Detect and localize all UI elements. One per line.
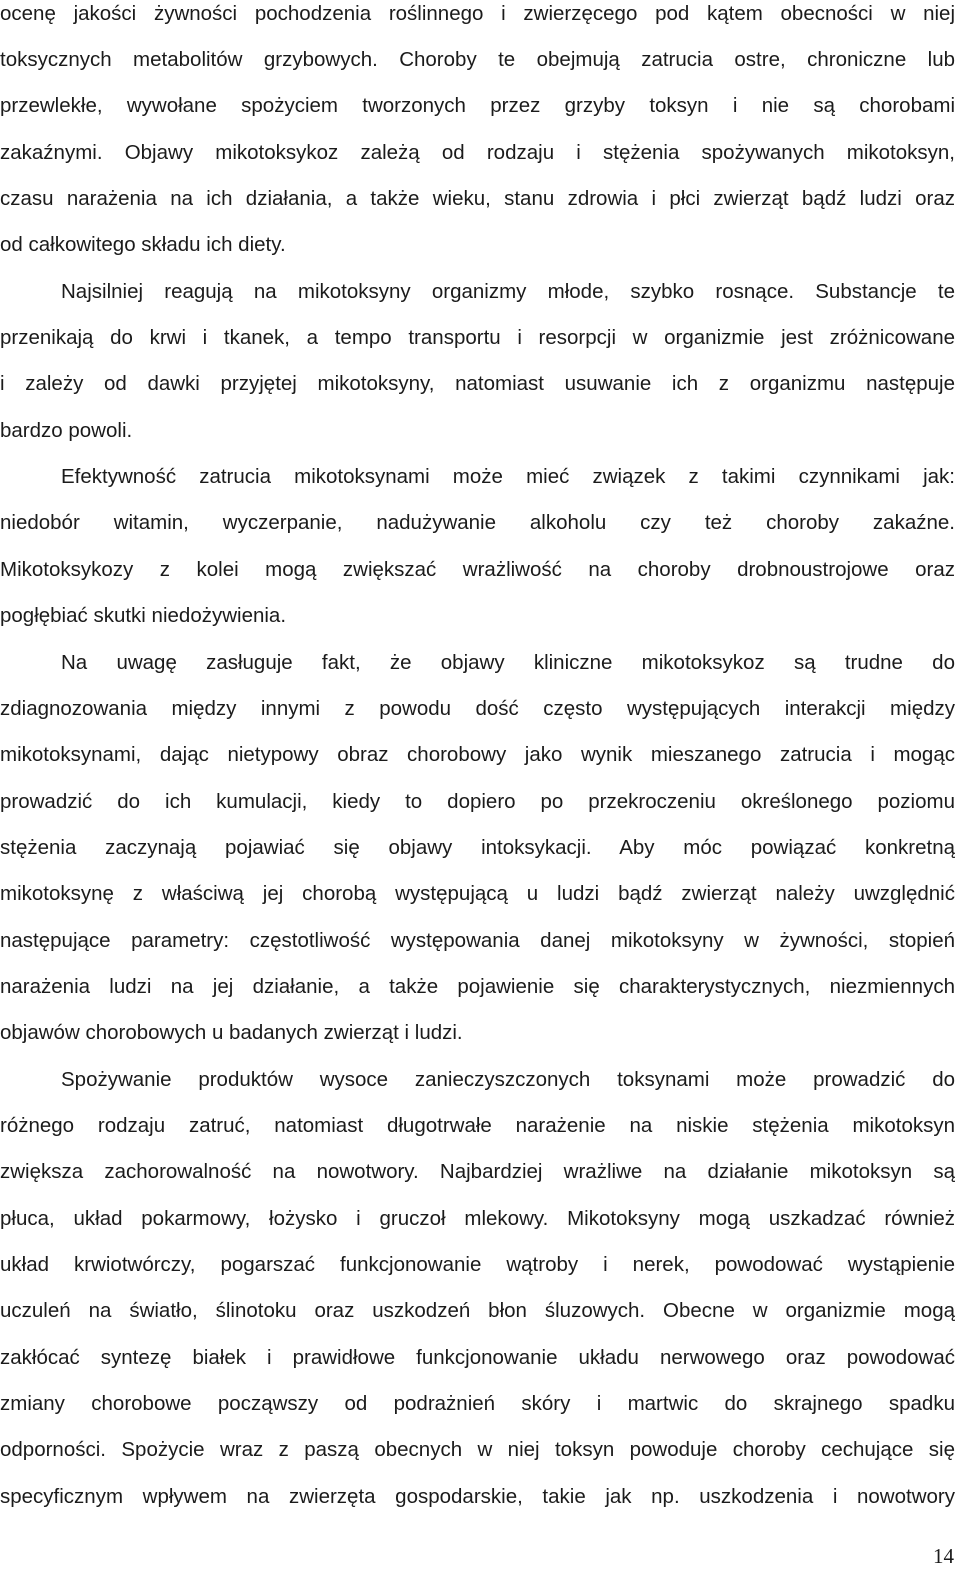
page-number: 14 (933, 1544, 954, 1568)
text-line: przewlekłe, wywołane spożyciem tworzonych przez grzyby toksyn i nie są chorobami (0, 94, 955, 117)
text-line: toksycznych metabolitów grzybowych. Choroby te obejmują zatrucia ostre, chroniczne lub (0, 48, 955, 71)
text-line: przenikają do krwi i tkanek, a tempo transportu i resorpcji w organizmie jest zróżnicowane (0, 326, 955, 349)
text-line: i zależy od dawki przyjętej mikotoksyny, natomiast usuwanie ich z organizmu następuje (0, 372, 955, 395)
text-line: zmiany chorobowe począwszy od podrażnień skóry i martwic do skrajnego spadku (0, 1392, 955, 1415)
text-line: bardzo powoli. (0, 419, 133, 442)
text-line: Efektywność zatrucia mikotoksynami może mieć związek z takimi czynnikami jak: (61, 465, 955, 488)
text-line: układ krwiotwórczy, pogarszać funkcjonowanie wątroby i nerek, powodować wystąpienie (0, 1253, 955, 1276)
text-line: Spożywanie produktów wysoce zanieczyszczonych toksynami może prowadzić do (61, 1068, 955, 1091)
text-line: następujące parametry: częstotliwość występowania danej mikotoksyny w żywności, stopień (0, 929, 955, 952)
text-line: mikotoksynę z właściwą jej chorobą występującą u ludzi bądź zwierząt należy uwzględnić (0, 882, 955, 905)
text-line: pogłębiać skutki niedożywienia. (0, 604, 287, 627)
text-line: czasu narażenia na ich działania, a także wieku, stanu zdrowia i płci zwierząt bądź ludzi oraz (0, 187, 955, 210)
text-line: mikotoksynami, dając nietypowy obraz chorobowy jako wynik mieszanego zatrucia i mogąc (0, 743, 955, 766)
text-line: stężenia zaczynają pojawiać się objawy intoksykacji. Aby móc powiązać konkretną (0, 836, 955, 859)
text-line: narażenia ludzi na jej działanie, a także pojawienie się charakterystycznych, niezmiennych (0, 975, 955, 998)
text-line: od całkowitego składu ich diety. (0, 233, 286, 256)
text-line: zdiagnozowania między innymi z powodu dość często występujących interakcji między (0, 697, 955, 720)
text-line: Na uwagę zasługuje fakt, że objawy kliniczne mikotoksykoz są trudne do (61, 651, 955, 674)
text-line: specyficznym wpływem na zwierzęta gospodarskie, takie jak np. uszkodzenia i nowotwory (0, 1485, 955, 1508)
text-line: odporności. Spożycie wraz z paszą obecnych w niej toksyn powoduje choroby cechujące się (0, 1438, 955, 1461)
text-line: płuca, układ pokarmowy, łożysko i gruczoł mlekowy. Mikotoksyny mogą uszkadzać również (0, 1207, 955, 1230)
text-line: zwiększa zachorowalność na nowotwory. Najbardziej wrażliwe na działanie mikotoksyn są (0, 1160, 955, 1183)
text-line: prowadzić do ich kumulacji, kiedy to dopiero po przekroczeniu określonego poziomu (0, 790, 955, 813)
text-line: Najsilniej reagują na mikotoksyny organizmy młode, szybko rosnące. Substancje te (61, 280, 955, 303)
text-line: zakłócać syntezę białek i prawidłowe funkcjonowanie układu nerwowego oraz powodować (0, 1346, 955, 1369)
text-line: Mikotoksykozy z kolei mogą zwiększać wrażliwość na choroby drobnoustrojowe oraz (0, 558, 955, 581)
text-line: ocenę jakości żywności pochodzenia roślinnego i zwierzęcego pod kątem obecności w niej (0, 2, 955, 25)
text-line: uczuleń na światło, ślinotoku oraz uszkodzeń błon śluzowych. Obecne w organizmie mogą (0, 1299, 955, 1322)
text-line: objawów chorobowych u badanych zwierząt i ludzi. (0, 1021, 463, 1044)
text-line: zakaźnymi. Objawy mikotoksykoz zależą od rodzaju i stężenia spożywanych mikotoksyn, (0, 141, 955, 164)
text-line: niedobór witamin, wyczerpanie, nadużywanie alkoholu czy też choroby zakaźne. (0, 511, 955, 534)
text-line: różnego rodzaju zatruć, natomiast długotrwałe narażenie na niskie stężenia mikotoksyn (0, 1114, 955, 1137)
